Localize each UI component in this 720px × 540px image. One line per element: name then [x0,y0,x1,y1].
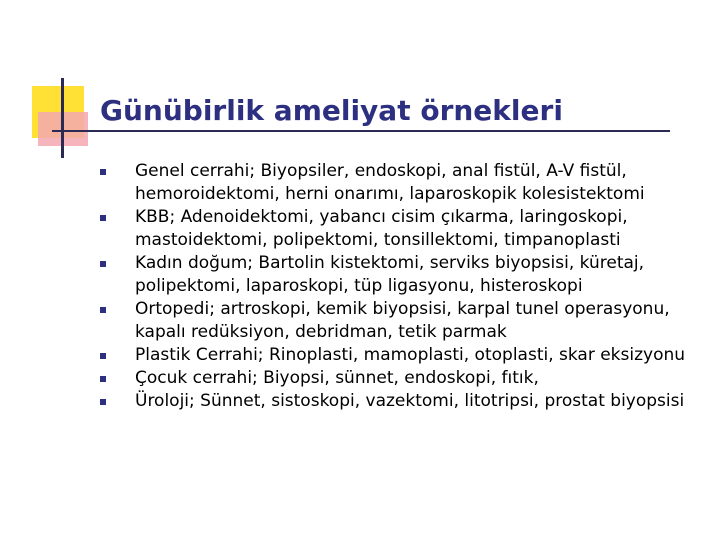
bullet-text: Üroloji; Sünnet, sistoskopi, vazektomi, litotripsi, prostat biyopsisi [135,391,685,411]
square-bullet-icon [100,399,106,405]
square-bullet-icon [100,169,106,175]
bullet-text: Çocuk cerrahi; Biyopsi, sünnet, endoskopi, fıtık, [135,368,539,388]
bullet-text: Plastik Cerrahi; Rinoplasti, mamoplasti, otoplasti, skar eksizyonu [135,345,686,365]
square-bullet-icon [100,307,106,313]
decor-vertical-line [61,78,64,158]
list-item [100,390,700,413]
bullet-text: Ortopedi; artroskopi, kemik biyopsisi, karpal tunel operasyonu, kapalı redüksiyon, debridman, tetik parmak [135,299,670,342]
bullet-text: Kadın doğum; Bartolin kistektomi, serviks biyopsisi, küretaj, polipektomi, laparoskopi, tüp ligasyonu, histeroskopi [135,253,645,296]
bullet-text: Genel cerrahi; Biyopsiler, endoskopi, anal fistül, A-V fistül, hemoroidektomi, herni onarımı, laparoskopik kolesistektomi [135,161,645,204]
square-bullet-icon [100,261,106,267]
square-bullet-icon [100,353,106,359]
title-underline [52,130,670,132]
square-bullet-icon [100,376,106,382]
slide-title: Günübirlik ameliyat örnekleri [100,94,563,127]
bullet-text: KBB; Adenoidektomi, yabancı cisim çıkarma, laringoskopi, mastoidektomi, polipektomi, tonsillektomi, timpanoplasti [135,207,628,250]
list-item [100,367,700,390]
list-item [100,160,700,206]
list-item [100,344,700,367]
list-item [100,252,700,298]
list-item [100,206,700,252]
square-bullet-icon [100,215,106,221]
bullet-list [100,160,700,413]
list-item [100,298,700,344]
